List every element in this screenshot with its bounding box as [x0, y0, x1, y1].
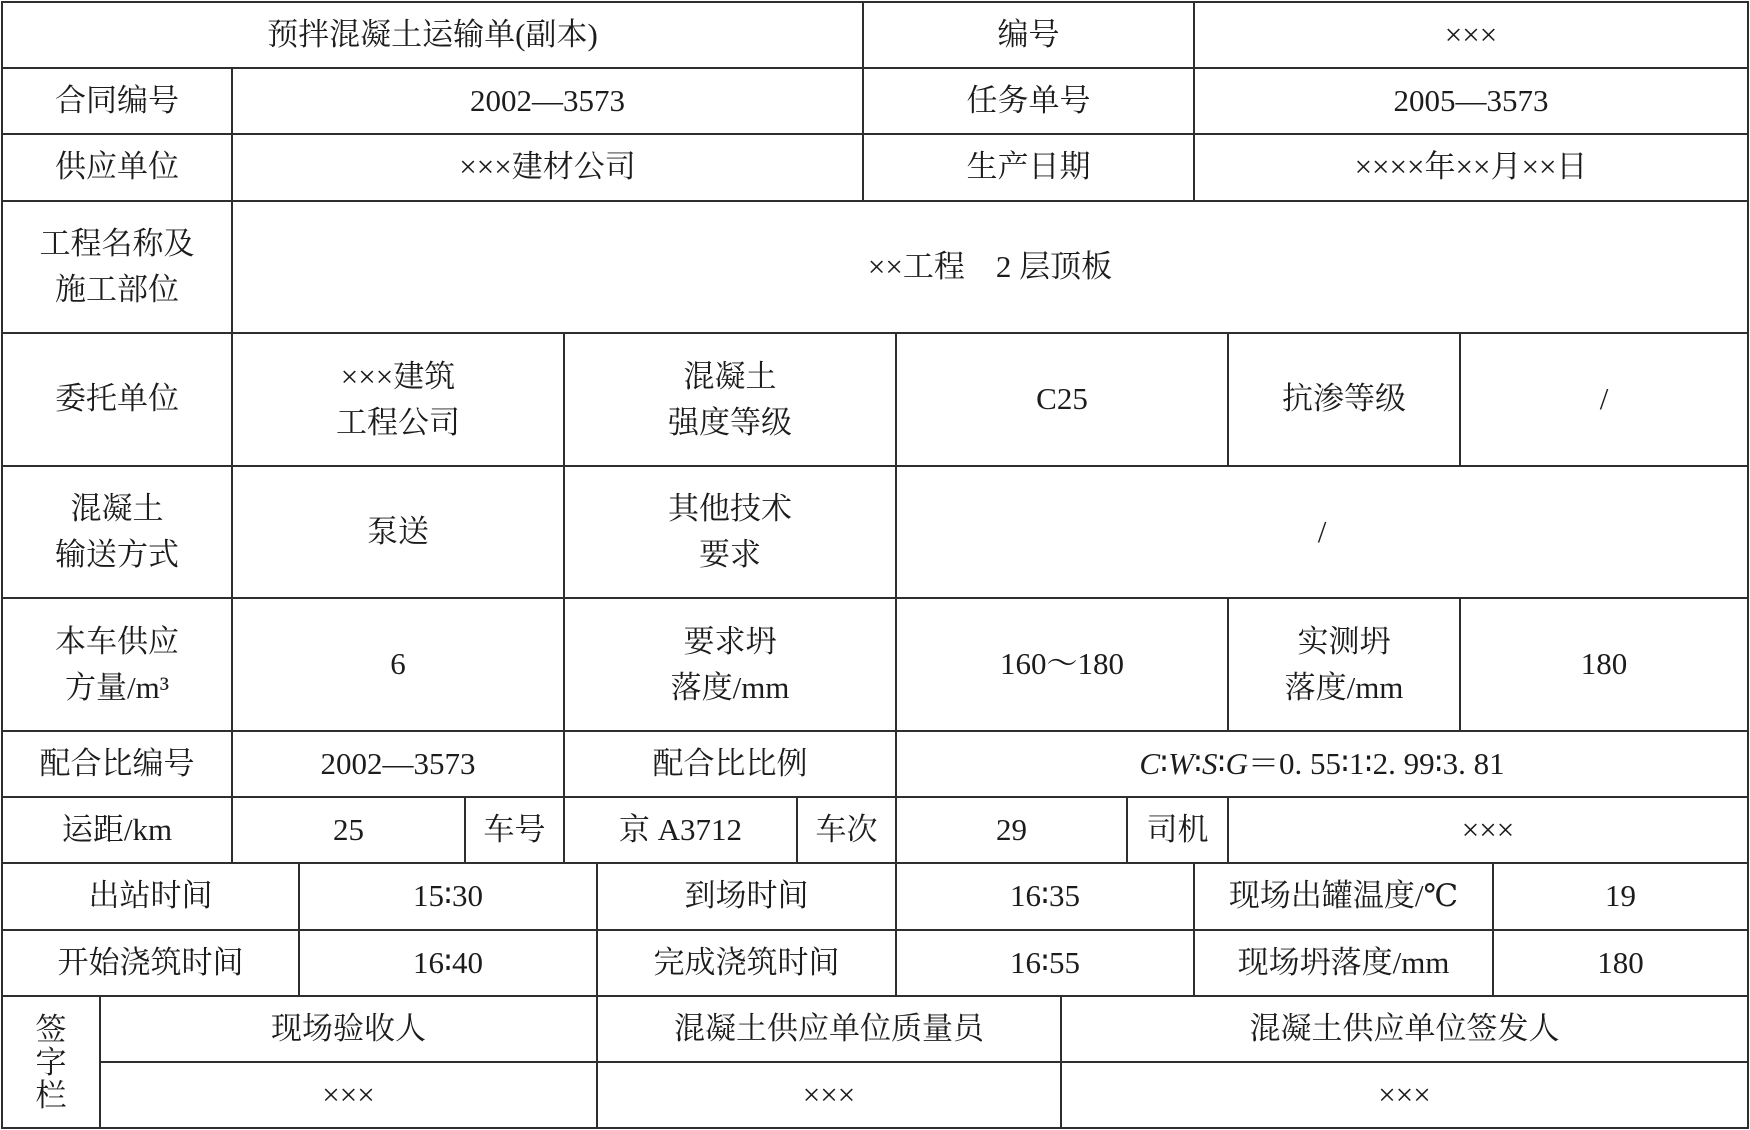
signature-section-label: 签字栏 — [35, 1011, 67, 1113]
supplier-label-cell — [3, 135, 233, 202]
required-slump-value-cell — [897, 599, 1229, 732]
pour-start-label-cell — [3, 931, 300, 997]
distance-value-cell — [233, 798, 466, 864]
signature-name-cell — [598, 1063, 1062, 1129]
serial-value-cell — [1195, 3, 1749, 69]
mix-ratio-colon: ∶ — [1217, 745, 1226, 781]
client-label: 委托单位 — [55, 381, 179, 417]
pour-end-value: 16∶55 — [1009, 944, 1081, 980]
pour-start-value-cell — [300, 931, 598, 997]
impermeability-value: / — [1599, 381, 1609, 417]
project-label-line-1: 工程名称及 — [39, 226, 195, 261]
distance-value: 25 — [333, 811, 364, 847]
other-requirements-label-cell — [565, 467, 897, 599]
serial-value: ××× — [1444, 16, 1498, 52]
departure-time-value: 15∶30 — [412, 878, 484, 914]
supplier-value-cell — [233, 135, 864, 202]
pour-start-label: 开始浇筑时间 — [57, 944, 244, 980]
strength-grade-label-line-2: 强度等级 — [668, 404, 792, 440]
task-no-label: 任务单号 — [966, 82, 1091, 118]
driver-label: 司机 — [1146, 811, 1209, 847]
arrival-time-value: 16∶35 — [1009, 878, 1081, 914]
contract-no-value: 2002—3573 — [470, 82, 625, 118]
required-slump-value: 160～180 — [1000, 646, 1124, 682]
other-requirements-label-line-1: 其他技术 — [668, 491, 792, 526]
supplier-value: ×××建材公司 — [459, 149, 636, 185]
signature-role-title: 现场验收人 — [271, 1010, 426, 1046]
pour-end-label-cell — [598, 931, 897, 997]
required-slump-label-line-2: 落度/mm — [670, 669, 790, 705]
mix-ratio-value: 0. 55∶1∶2. 99∶3. 81 — [1278, 745, 1505, 781]
project-value: ××工程 2 层顶板 — [867, 248, 1113, 284]
site-slump-label-cell — [1195, 931, 1494, 997]
trip-no-value: 29 — [996, 811, 1027, 847]
volume-label-line-1: 本车供应 — [55, 623, 179, 659]
volume-label-line-2: 方量/m³ — [64, 669, 170, 705]
mix-no-label: 配合比编号 — [39, 745, 195, 781]
discharge-temp-value-cell — [1494, 864, 1749, 931]
signature-section-label-cell — [3, 997, 101, 1129]
mix-ratio-label: 配合比比例 — [652, 745, 808, 781]
site-slump-value-cell — [1494, 931, 1749, 997]
arrival-time-label: 到场时间 — [684, 878, 809, 914]
strength-grade-value-cell — [897, 334, 1229, 467]
driver-value: ××× — [1461, 811, 1515, 847]
mix-no-value: 2002—3573 — [320, 745, 476, 781]
mix-ratio-equals: ＝ — [1247, 745, 1279, 781]
project-label-line-2: 施工部位 — [55, 272, 179, 307]
production-date-value: ××××年××月××日 — [1354, 149, 1588, 185]
signature-name-cell — [101, 1063, 598, 1129]
discharge-temp-label: 现场出罐温度/℃ — [1228, 878, 1459, 914]
departure-time-label: 出站时间 — [88, 878, 213, 914]
measured-slump-value-cell — [1461, 599, 1749, 732]
task-no-label-cell — [864, 69, 1195, 135]
client-value-cell — [233, 334, 565, 467]
strength-grade-value: C25 — [1036, 381, 1088, 417]
impermeability-value-cell — [1461, 334, 1749, 467]
impermeability-label-cell — [1229, 334, 1461, 467]
truck-no-label-cell — [466, 798, 565, 864]
measured-slump-value: 180 — [1580, 646, 1628, 682]
mix-ratio-var-s: S — [1201, 745, 1218, 781]
volume-label-cell — [3, 599, 233, 732]
site-slump-value: 180 — [1597, 944, 1644, 980]
mix-ratio-label-cell — [565, 732, 897, 798]
mix-ratio-var-c: C — [1139, 745, 1160, 781]
truck-no-value: 京 A3712 — [618, 811, 743, 847]
signature-name: ××× — [322, 1076, 375, 1112]
contract-no-label-cell — [3, 69, 233, 135]
other-requirements-value-cell — [897, 467, 1749, 599]
mix-ratio-var-g: G — [1225, 745, 1248, 781]
production-date-value-cell — [1195, 135, 1749, 202]
client-value-line-1: ×××建筑 — [340, 358, 456, 394]
project-value-cell — [233, 202, 1749, 334]
project-label-cell — [3, 202, 233, 334]
impermeability-label: 抗渗等级 — [1282, 381, 1406, 417]
task-no-value-cell — [1195, 69, 1749, 135]
pour-start-value: 16∶40 — [412, 944, 484, 980]
mix-ratio-formula — [1139, 745, 1504, 784]
mix-ratio-value-cell — [897, 732, 1749, 798]
delivery-method-label-line-1: 混凝土 — [70, 491, 164, 526]
other-requirements-value: / — [1317, 513, 1327, 549]
arrival-time-label-cell — [598, 864, 897, 931]
serial-label-cell — [864, 3, 1195, 69]
measured-slump-label-line-1: 实测坍 — [1297, 623, 1391, 659]
volume-value: 6 — [390, 646, 406, 682]
distance-label-cell — [3, 798, 233, 864]
signature-role-title: 混凝土供应单位签发人 — [1249, 1010, 1560, 1046]
strength-grade-label-line-1: 混凝土 — [683, 358, 777, 394]
contract-no-value-cell — [233, 69, 864, 135]
signature-name: ××× — [802, 1076, 856, 1112]
volume-value-cell — [233, 599, 565, 732]
delivery-method-value-cell — [233, 467, 565, 599]
signature-name-cell — [1062, 1063, 1749, 1129]
client-value-line-2: 工程公司 — [336, 404, 460, 440]
measured-slump-label-cell — [1229, 599, 1461, 732]
departure-time-label-cell — [3, 864, 300, 931]
signature-name: ××× — [1378, 1076, 1431, 1112]
truck-no-label: 车号 — [483, 811, 546, 847]
discharge-temp-value: 19 — [1605, 878, 1636, 914]
driver-value-cell — [1229, 798, 1749, 864]
required-slump-label-cell — [565, 599, 897, 732]
trip-no-value-cell — [897, 798, 1128, 864]
mix-ratio-colon: ∶ — [1193, 745, 1202, 781]
title-cell — [3, 3, 864, 69]
signature-role-cell — [101, 997, 598, 1063]
production-date-label: 生产日期 — [966, 149, 1091, 185]
pour-end-value-cell — [897, 931, 1195, 997]
strength-grade-label-cell — [565, 334, 897, 467]
site-slump-label: 现场坍落度/mm — [1237, 944, 1450, 980]
distance-label: 运距/km — [61, 811, 173, 847]
other-requirements-label-line-2: 要求 — [699, 537, 761, 572]
truck-no-value-cell — [565, 798, 798, 864]
trip-no-label: 车次 — [815, 811, 878, 847]
delivery-method-label-cell — [3, 467, 233, 599]
signature-role-cell — [598, 997, 1062, 1063]
signature-role-title: 混凝土供应单位质量员 — [674, 1010, 984, 1046]
task-no-value: 2005—3573 — [1393, 82, 1549, 118]
mix-no-value-cell — [233, 732, 565, 798]
mix-ratio-var-w: W — [1168, 745, 1194, 781]
arrival-time-value-cell — [897, 864, 1195, 931]
discharge-temp-label-cell — [1195, 864, 1494, 931]
production-date-label-cell — [864, 135, 1195, 202]
delivery-method-label-line-2: 输送方式 — [55, 537, 179, 572]
serial-label: 编号 — [997, 16, 1060, 52]
measured-slump-label-line-2: 落度/mm — [1284, 669, 1404, 705]
mix-no-label-cell — [3, 732, 233, 798]
contract-no-label: 合同编号 — [55, 82, 179, 118]
driver-label-cell — [1128, 798, 1229, 864]
pour-end-label: 完成浇筑时间 — [653, 944, 840, 980]
mix-ratio-colon: ∶ — [1160, 745, 1169, 781]
client-label-cell — [3, 334, 233, 467]
required-slump-label-line-1: 要求坍 — [683, 623, 777, 659]
delivery-method-value: 泵送 — [367, 513, 429, 549]
departure-time-value-cell — [300, 864, 598, 931]
signature-role-cell — [1062, 997, 1749, 1063]
form-title: 预拌混凝土运输单(副本) — [267, 16, 598, 52]
trip-no-label-cell — [798, 798, 897, 864]
delivery-ticket-table — [1, 1, 1749, 1129]
supplier-label: 供应单位 — [55, 149, 179, 185]
